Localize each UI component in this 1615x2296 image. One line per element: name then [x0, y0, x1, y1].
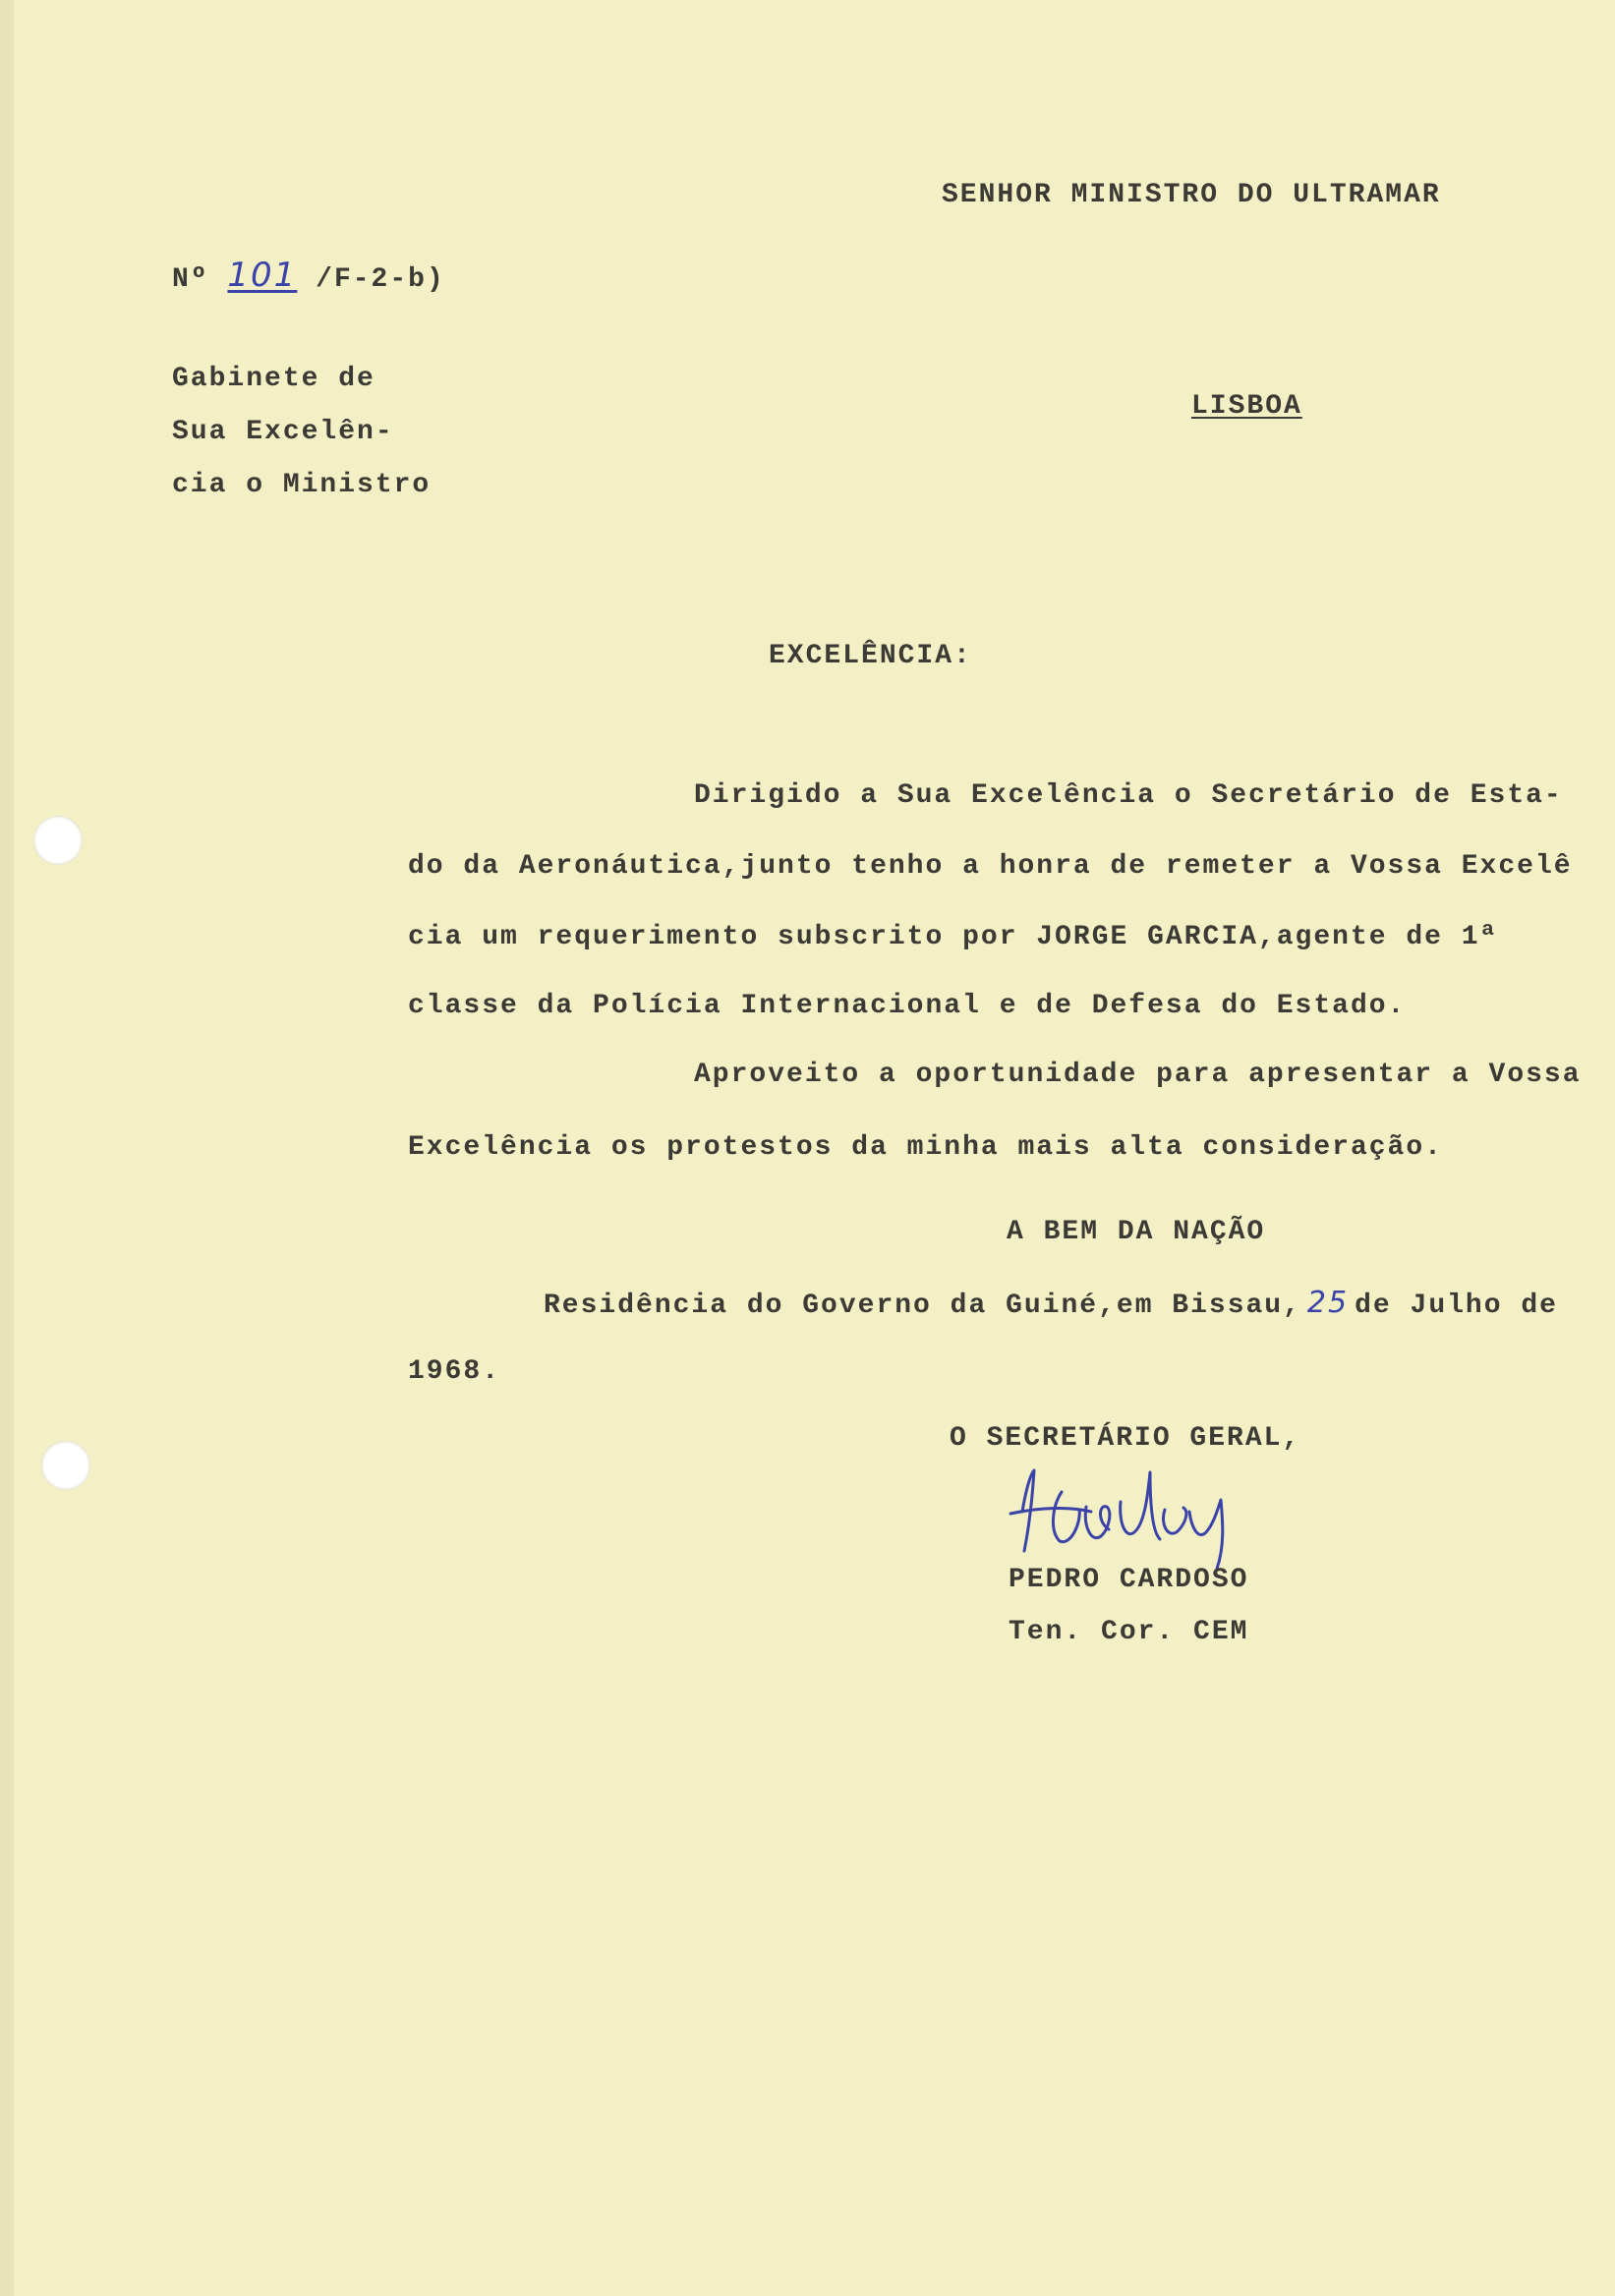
salutation: EXCELÊNCIA:	[769, 641, 972, 671]
ref-suffix: /F-2-b)	[316, 264, 445, 295]
date-month: de Julho de	[1355, 1291, 1558, 1321]
body-p2-line2: Excelência os protestos da minha mais alta consideração.	[408, 1132, 1443, 1163]
page-edge-shadow	[0, 0, 14, 2296]
body-p1-line2: do da Aeronáutica,junto tenho a honra de remeter a Vossa Excelê	[408, 851, 1573, 882]
punch-hole-bottom	[41, 1441, 90, 1490]
body-p2-line1: Aproveito a oportunidade para apresentar a Vossa	[694, 1060, 1582, 1090]
signatory-name: PEDRO CARDOSO	[1009, 1565, 1249, 1595]
date-place: Residência do Governo da Guiné,em Bissau,	[544, 1291, 1301, 1321]
punch-hole-top	[33, 816, 83, 865]
office-line-3: cia o Ministro	[172, 470, 432, 500]
ref-handwritten-number: 101	[227, 256, 298, 295]
signatory-rank: Ten. Cor. CEM	[1009, 1617, 1249, 1647]
handwritten-signature	[1003, 1453, 1268, 1571]
ref-prefix: Nº	[172, 264, 209, 295]
date-line	[544, 1286, 1558, 1321]
body-p1-line4: classe da Polícia Internacional e de Defesa do Estado.	[408, 991, 1407, 1021]
body-p1-line3: cia um requerimento subscrito por JORGE GARCIA,agente de 1ª	[408, 922, 1499, 952]
body-p1-line1: Dirigido a Sua Excelência o Secretário de Esta-	[694, 780, 1563, 811]
date-day-handwritten: 25	[1306, 1286, 1350, 1320]
date-year: 1968.	[408, 1356, 501, 1387]
office-line-2: Sua Excelên-	[172, 417, 394, 447]
city: LISBOA	[1191, 391, 1302, 422]
signatory-title: O SECRETÁRIO GERAL,	[950, 1423, 1301, 1454]
reference-number	[172, 256, 445, 295]
closing-motto: A BEM DA NAÇÃO	[1007, 1217, 1266, 1247]
office-line-1: Gabinete de	[172, 364, 375, 394]
addressee: SENHOR MINISTRO DO ULTRAMAR	[942, 180, 1441, 210]
